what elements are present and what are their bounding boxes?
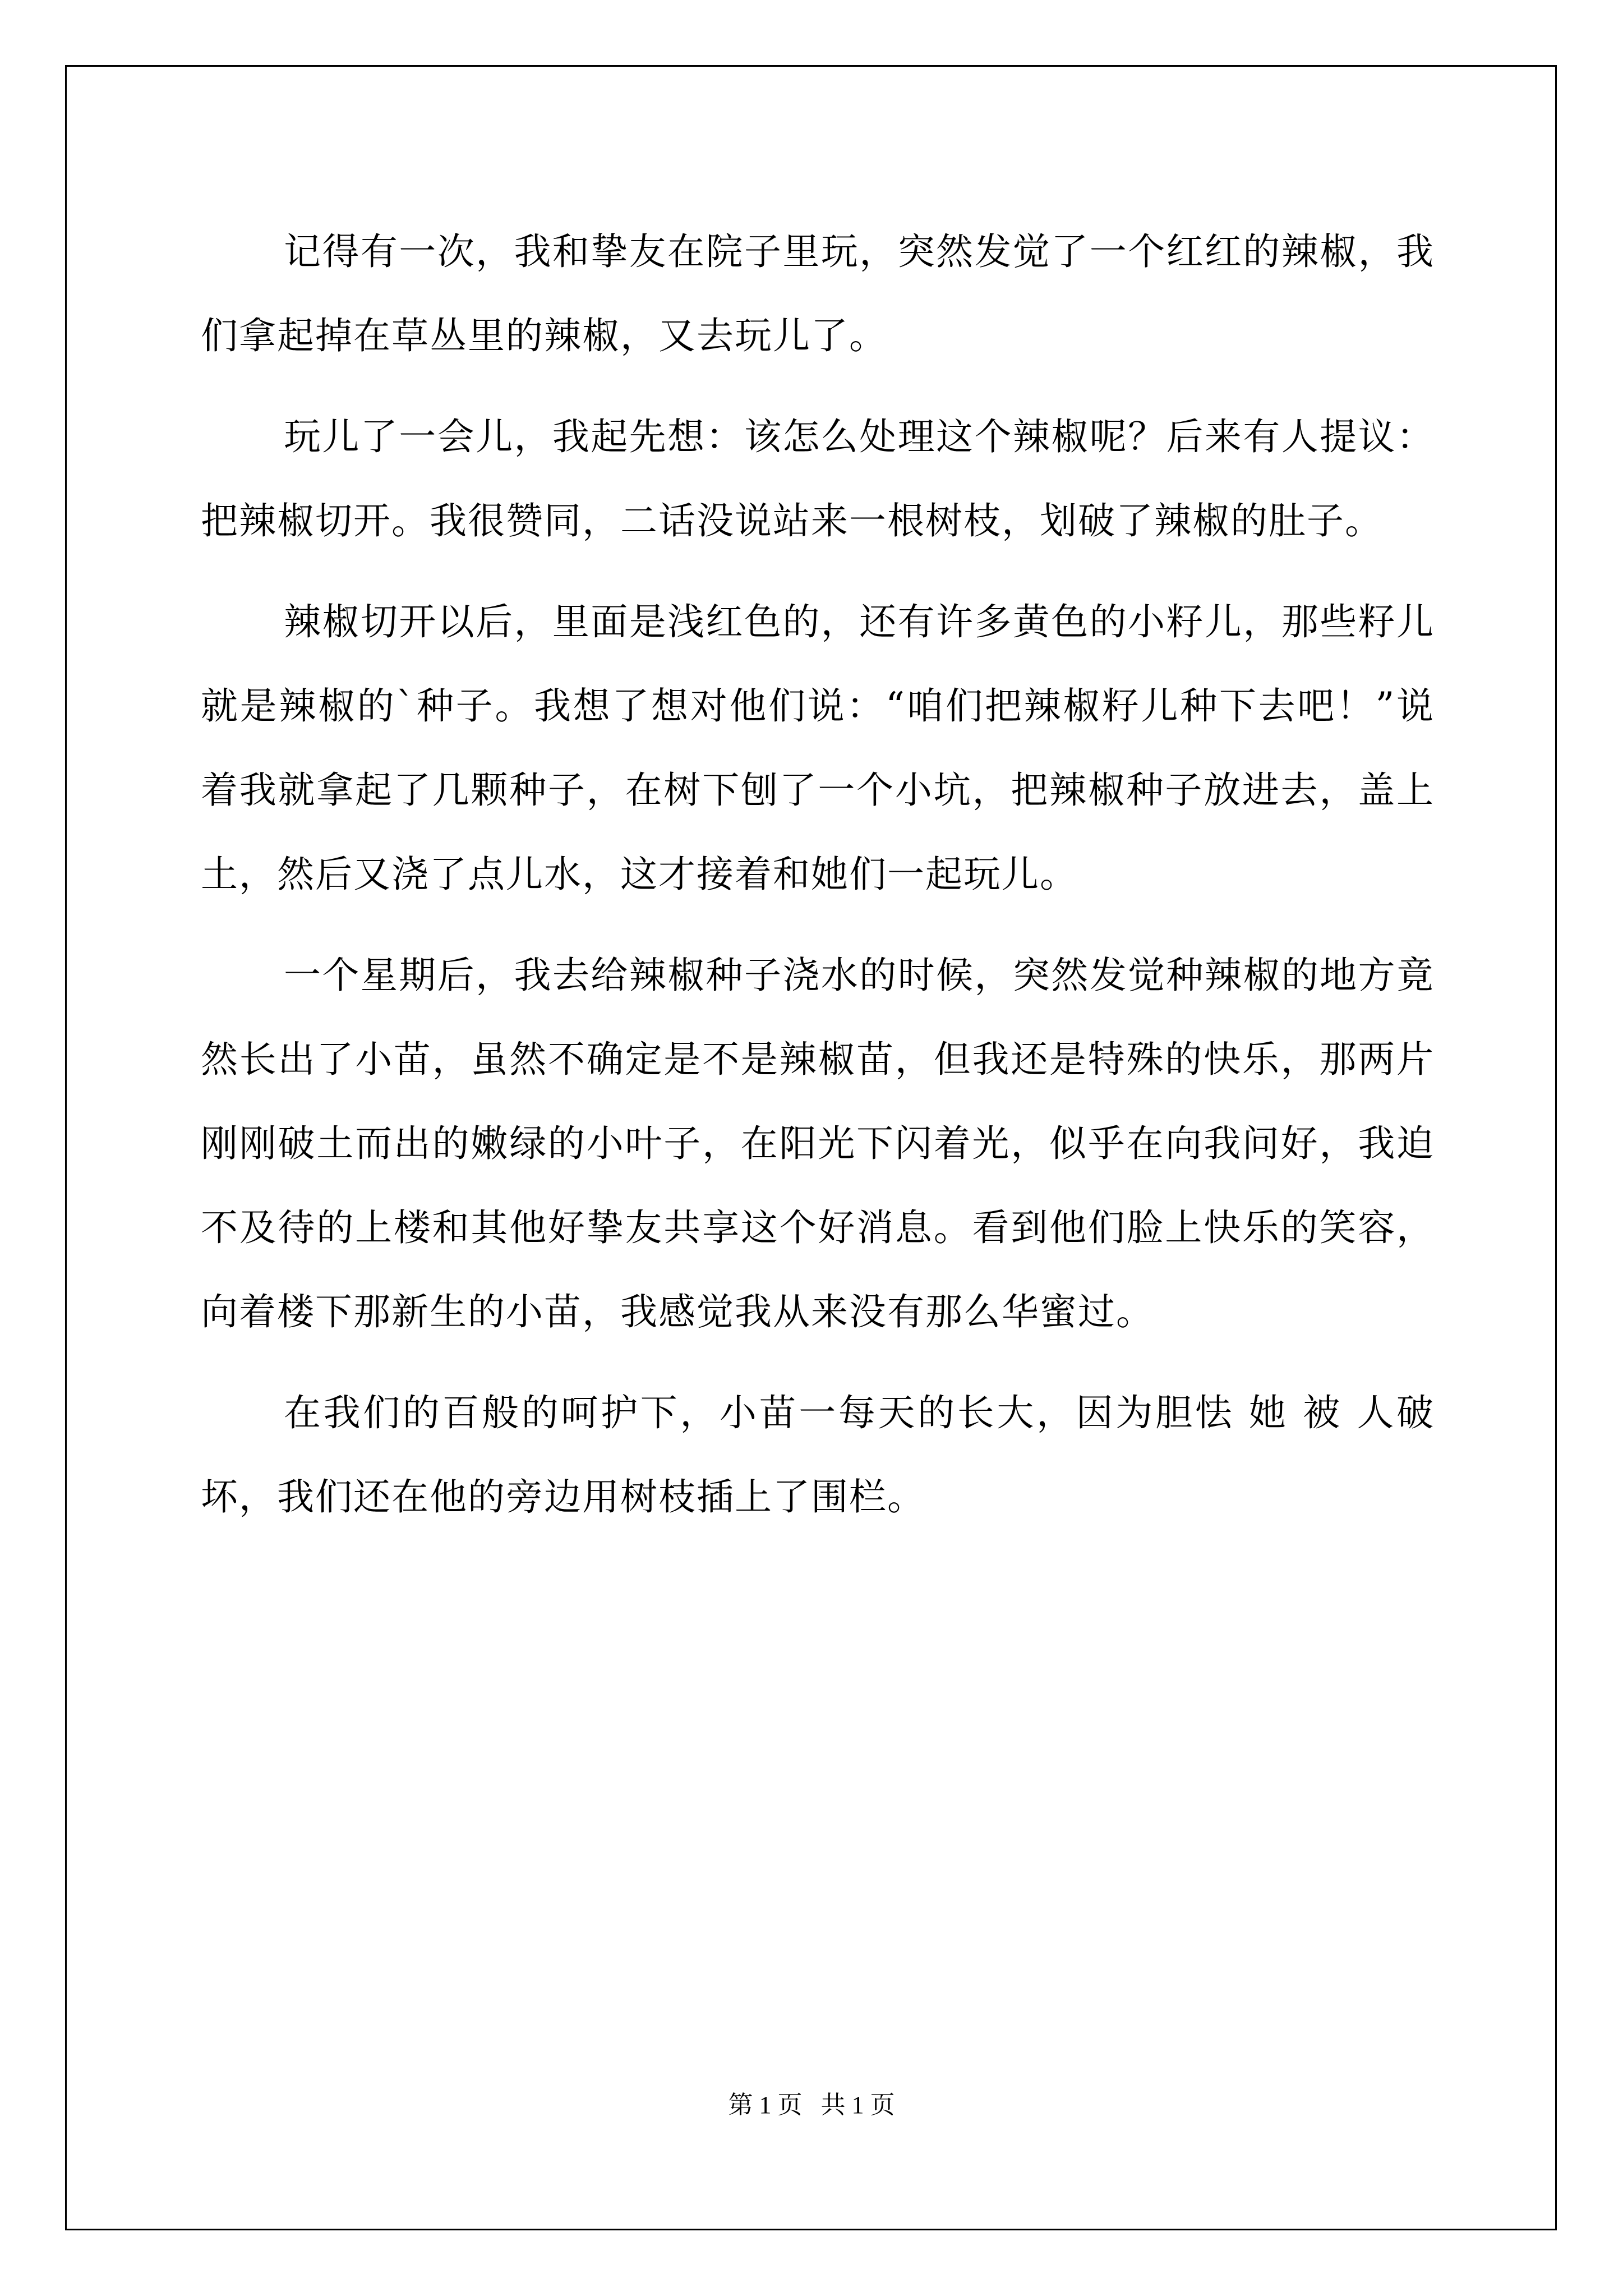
document-body (201, 210, 1435, 1556)
paragraph: 一个星期后，我去给辣椒种子浇水的时候，突然发觉种辣椒的地方竟然长出了小苗，虽然不确定是不是辣椒苗，但我还是特殊的快乐，那两片刚刚破土而出的嫩绿的小叶子，在阳光下闪着光，似乎在向我问好，我迫不及待的上楼和其他好挚友共享这个好消息。看到他们脸上快乐的笑容，向着楼下那新生的小苗，我感觉我从来没有那么华蜜过。 (201, 954, 1435, 1333)
paragraph: 辣椒切开以后，里面是浅红色的，还有许多黄色的小籽儿，那些籽儿就是辣椒的`种子。我想了想对他们说：“咱们把辣椒籽儿种下去吧！”说着我就拿起了几颗种子，在树下刨了一个小坑，把辣椒种子放进去，盖上土，然后又浇了点儿水，这才接着和她们一起玩儿。 (201, 600, 1435, 896)
paragraph: 在我们的百般的呵护下，小苗一每天的长大，因为胆怯 她 被 人破坏，我们还在他的旁边用树枝插上了围栏。 (201, 1391, 1435, 1519)
paragraph: 记得有一次，我和挚友在院子里玩，突然发觉了一个红红的辣椒，我们拿起掉在草丛里的辣椒，又去玩儿了。 (201, 230, 1435, 357)
paragraph: 玩儿了一会儿，我起先想：该怎么处理这个辣椒呢？后来有人提议：把辣椒切开。我很赞同，二话没说站来一根树枝，划破了辣椒的肚子。 (201, 415, 1435, 542)
page-number-footer: 第 1 页 共 1 页 (728, 2091, 895, 2119)
